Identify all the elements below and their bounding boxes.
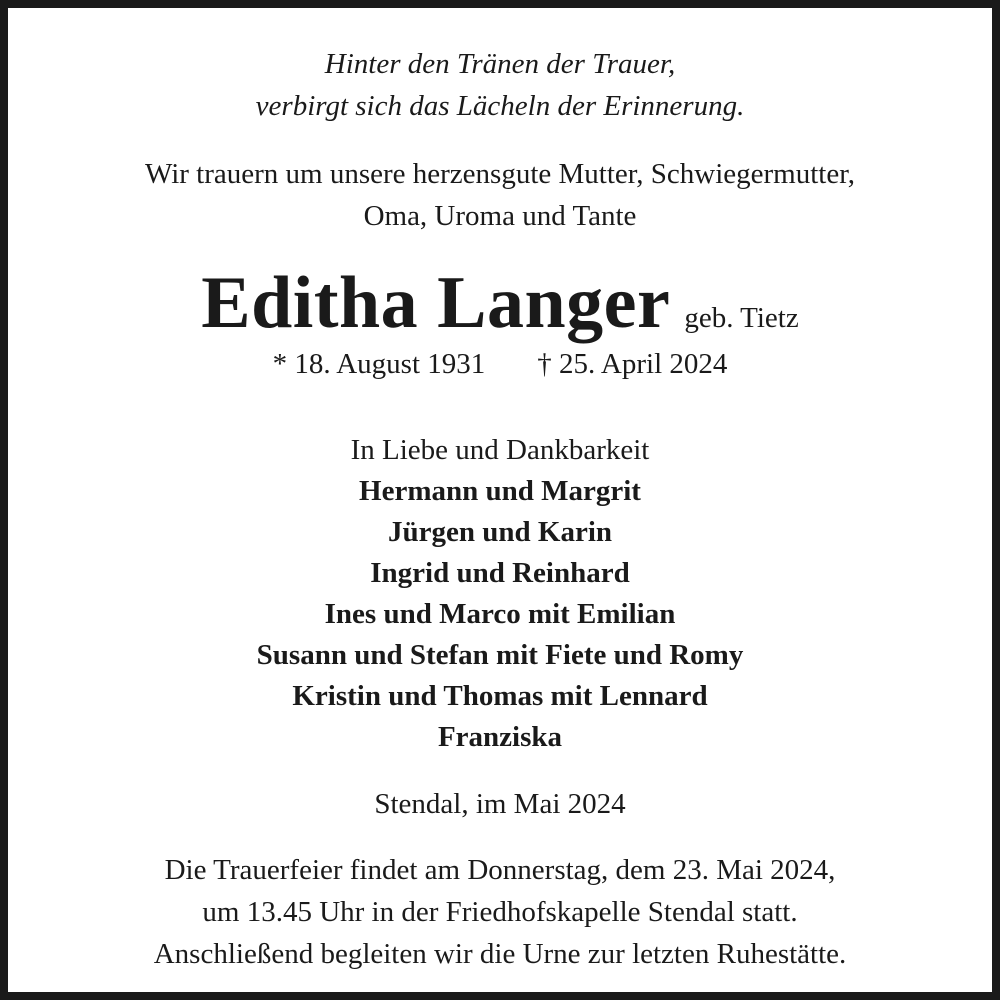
funeral-notice-line-2: um 13.45 Uhr in der Friedhofskapelle Stendal statt.: [202, 896, 798, 928]
quote-line-1: Hinter den Tränen der Trauer,: [324, 48, 676, 80]
mourner-3: Ingrid und Reinhard: [370, 557, 630, 589]
birth-date: * 18. August 1931: [272, 348, 486, 380]
thanks-line: In Liebe und Dankbarkeit: [350, 434, 650, 466]
intro-line-2: Oma, Uroma und Tante: [363, 200, 637, 232]
deceased-name: Editha Langer: [201, 262, 671, 344]
life-dates: [8, 350, 992, 379]
mourner-4: Ines und Marco mit Emilian: [324, 598, 676, 630]
funeral-notice-line-3: Anschließend begleiten wir die Urne zur letzten Ruhestätte.: [153, 938, 847, 970]
mourner-6: Kristin und Thomas mit Lennard: [292, 680, 708, 712]
mourner-1: Hermann und Margrit: [359, 475, 641, 507]
intro-line-1: Wir trauern um unsere herzensgute Mutter, Schwiegermutter,: [145, 158, 855, 190]
mourner-5: Susann und Stefan mit Fiete und Romy: [256, 639, 744, 671]
mourner-2: Jürgen und Karin: [388, 516, 612, 548]
quote-line-2: verbirgt sich das Lächeln der Erinnerung.: [255, 90, 745, 122]
place-date: Stendal, im Mai 2024: [374, 788, 626, 820]
mourner-7: Franziska: [437, 721, 563, 753]
funeral-notice-line-1: Die Trauerfeier findet am Donnerstag, dem 23. Mai 2024,: [164, 854, 836, 886]
death-date: † 25. April 2024: [537, 348, 728, 380]
deceased-name-row: [8, 262, 992, 344]
maiden-name: geb. Tietz: [684, 302, 799, 334]
